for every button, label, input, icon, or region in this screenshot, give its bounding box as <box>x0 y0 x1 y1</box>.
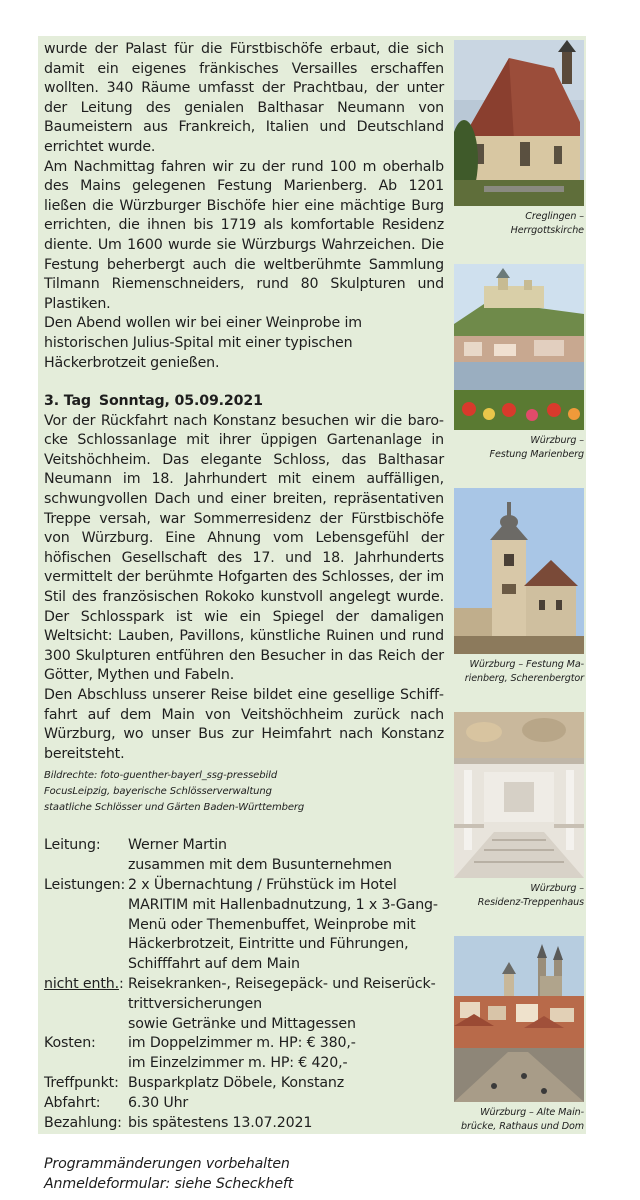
detail-value-leistungen <box>128 876 444 975</box>
detail-label-kosten: Kosten: <box>44 1035 96 1052</box>
day3-paragraph-2: Den Abschluss unserer Reise bildet eine gesellige Schifffahrt auf dem Main von Veitshöchheim zurück nach Würzburg, wo unser Bus zur Heimfahrt nach Konstanz bereitsteht. <box>44 687 444 762</box>
caption-line: Herrgottskirche <box>510 225 584 236</box>
trip-details <box>44 836 444 1133</box>
detail-line: sowie Getränke und Mittagessen <box>128 1015 356 1032</box>
gate-tower-photo <box>454 488 584 654</box>
intro-paragraph-2: Am Nachmittag fahren wir zu der rund 100 m oberhalb des Mains gelegenen Festung Marienberg. Ab 1201 ließen die Würzburger Bischöfe hier eine mächtige Burg errichten, die ihnen bis 1719 als komfortable Residenz diente. Um 1600 wurde sie Würzburgs Wahrzeichen. Die Festung beherbergt auch die weltberühmte Sammlung Tilmann Riemenschneiders, rund 80 Skulpturen und Plastiken. <box>44 158 444 312</box>
photo-caption-creglingen <box>450 210 584 238</box>
detail-line: im Einzelzimmer m. HP: € 420,- <box>128 1055 348 1072</box>
credit-line: staatliche Schlösser und Gärten Baden-Württemberg <box>44 802 305 814</box>
detail-label-treffpunkt: Treffpunkt: <box>44 1074 119 1091</box>
photo-caption-marienberg <box>450 434 584 462</box>
caption-line: rienberg, Scherenbergtor <box>464 673 584 684</box>
detail-label-suffix: : <box>118 975 124 992</box>
detail-line: MARITIM mit Hallenbadnutzung, 1 x 3-Gang- <box>128 896 438 913</box>
detail-value-leitung <box>128 836 444 876</box>
detail-line: Busparkplatz Döbele, Konstanz <box>128 1074 345 1091</box>
detail-line: 2 x Übernachtung / Frühstück im Hotel <box>128 876 397 893</box>
staircase-photo <box>454 712 584 878</box>
detail-value-kosten <box>128 1034 444 1074</box>
photo-caption-scherenberg <box>450 658 584 686</box>
credit-line: Bildrechte: foto-guenther-bayerl_ssg-pressebild <box>44 770 278 782</box>
note-program-changes: Programmänderungen vorbehalten <box>44 1156 290 1173</box>
detail-value-bezahlung <box>128 1114 444 1134</box>
detail-label-leitung: Leitung: <box>44 837 101 854</box>
detail-value-abfahrt <box>128 1094 444 1114</box>
note-registration: Anmeldeformular: siehe Scheckheft <box>44 1175 294 1192</box>
detail-label-bezahlung: Bezahlung: <box>44 1114 122 1131</box>
intro-paragraph-3: Den Abend wollen wir bei einer Weinprobe im historischen Julius-Spital mit einer typischen Häckerbrotzeit genießen. <box>44 315 362 371</box>
day3-paragraph-1: Vor der Rückfahrt nach Konstanz besuchen wir die barocke Schlossanlage mit ihrer üppigen Gartenanlage in Veitshöchheim. Das elegante Schloss, das Balthasar Neumann im 18. Jahrhundert mit einem auffälligen, schwungvollen Dach und einer breiten, repräsentativen Treppe versah, war Sommerresidenz der Fürstbischöfe von Würzburg. Eine Ahnung vom Lebensgefühl der höfischen Gesellschaft des 17. und 18. Jahrhunderts vermittelt der berühmte Hofgarten des Schlosses, der im Stil des französischen Rokoko kunstvoll angelegt wurde. Der Schlosspark ist wie ein Spiegel der damaligen Weltsicht: Lauben, Pavillons, künstliche Ruinen und rund 300 Skulpturen entführen den Besucher in das Reich der Götter, Mythen und Fabeln. <box>44 412 444 684</box>
detail-line: 6.30 Uhr <box>128 1094 189 1111</box>
caption-line: Creglingen – <box>525 211 584 222</box>
detail-label-text: nicht enth. <box>44 975 119 992</box>
image-credits <box>44 768 444 816</box>
fortress-photo <box>454 264 584 430</box>
caption-line: Würzburg – Festung Ma- <box>469 659 584 670</box>
notes <box>44 1155 444 1194</box>
church-photo <box>454 40 584 206</box>
detail-line: bis spätestens 13.07.2021 <box>128 1114 313 1131</box>
caption-line: brücke, Rathaus und Dom <box>461 1121 584 1132</box>
caption-line: Würzburg – Alte Main- <box>480 1107 584 1118</box>
detail-value-nicht-enthalten <box>128 975 444 1034</box>
photo-caption-mainbruecke <box>450 1106 584 1134</box>
detail-line: Häckerbrotzeit, Eintritte und Führungen, <box>128 936 409 953</box>
cityscape-photo <box>454 936 584 1102</box>
detail-line: zusammen mit dem Busunternehmen <box>128 857 392 874</box>
photo-caption-residenz <box>450 882 584 910</box>
detail-label-nicht-enthalten <box>44 975 128 1034</box>
intro-paragraph-1: wurde der Palast für die Fürstbischöfe erbaut, die sich damit ein eigenes fränkisches Versailles erschaffen wollten. 340 Räume umfasst der Prachtbau, der unter der Leitung des genialen Balthasar Neumann von Baumeistern aus Frankreich, Italien und Deutschland errichtet wurde. <box>44 41 444 155</box>
detail-value-treffpunkt <box>128 1074 444 1094</box>
caption-line: Festung Marienberg <box>489 449 584 460</box>
detail-label-leistungen: Leistungen: <box>44 876 126 893</box>
detail-line: im Doppelzimmer m. HP: € 380,- <box>128 1035 356 1052</box>
detail-line: Reisekranken-, Reisegepäck- und Reiserück- <box>128 975 436 992</box>
detail-line: Werner Martin <box>128 837 227 854</box>
detail-line: Schifffahrt auf dem Main <box>128 956 300 973</box>
detail-line: trittversicherungen <box>128 995 262 1012</box>
caption-line: Würzburg – <box>530 883 584 894</box>
detail-line: Menü oder Themenbuffet, Weinprobe mit <box>128 916 416 933</box>
caption-line: Residenz-Treppenhaus <box>477 897 584 908</box>
detail-label-abfahrt: Abfahrt: <box>44 1094 101 1111</box>
caption-line: Würzburg – <box>530 435 584 446</box>
day3-heading <box>44 392 444 412</box>
article-text <box>44 40 444 1195</box>
day3-label: 3. Tag <box>44 393 91 410</box>
credit-line: FocusLeipzig, bayerische Schlösserverwaltung <box>44 786 272 798</box>
day3-date: Sonntag, 05.09.2021 <box>98 393 263 410</box>
